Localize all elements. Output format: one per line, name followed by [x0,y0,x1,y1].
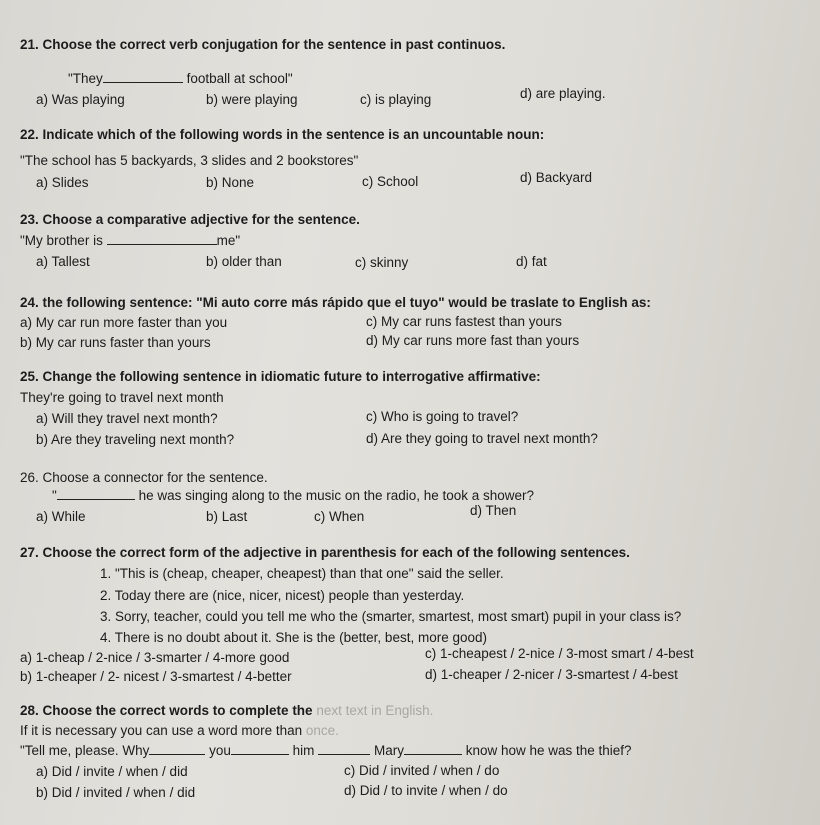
q26-option-c[interactable]: c) When [314,509,365,524]
q24-option-a[interactable]: a) My car run more faster than you [20,315,228,330]
q28-blank-2 [231,754,289,755]
q26-sentence-end: he was singing along to the music on the radio, he took a shower? [138,488,535,503]
q22-option-d[interactable]: d) Backyard [520,170,593,185]
q23-sentence [20,233,240,249]
q28-question [20,703,433,719]
q21-question: 21. Choose the correct verb conjugation for the sentence in past continuos. [20,37,506,52]
q28-note-start: If it is necessary you can use a word more than [20,723,303,738]
q23-option-a[interactable]: a) Tallest [36,254,90,269]
q26-blank [57,499,135,500]
q21-option-c[interactable]: c) is playing [360,92,432,107]
q28-question-start: 28. Choose the correct words to complete the [20,703,313,718]
q25-question: 25. Change the following sentence in idiomatic future to interrogative affirmative: [20,369,541,384]
q28-question-faint: next text in English. [316,703,434,718]
q28-blank-1 [149,754,205,755]
q27-item-4: 4. There is no doubt about it. She is the (better, best, more good) [100,630,487,645]
q24-question: 24. the following sentence: "Mi auto corre más rápido que el tuyo" would be traslate to English as: [20,295,651,310]
q27-item-3: 3. Sorry, teacher, could you tell me who the (smarter, smartest, most smart) pupil in your class is? [100,609,682,624]
q22-option-a[interactable]: a) Slides [36,175,89,190]
q25-sentence: They're going to travel next month [20,390,224,405]
q24-option-d[interactable]: d) My car runs more fast than yours [366,333,580,348]
q22-option-b[interactable]: b) None [206,175,255,190]
q25-option-d[interactable]: d) Are they going to travel next month? [366,431,598,446]
q23-option-d[interactable]: d) fat [516,254,547,269]
q23-blank [107,244,217,245]
q28-blank-3 [318,754,370,755]
q28-blank-4 [404,754,462,755]
q21-option-d[interactable]: d) are playing. [520,86,606,101]
q26-option-b[interactable]: b) Last [206,509,248,524]
q21-option-b[interactable]: b) were playing [206,92,298,107]
q25-option-a[interactable]: a) Will they travel next month? [36,411,218,426]
q27-option-d[interactable]: d) 1-cheaper / 2-nicer / 3-smartest / 4-best [425,667,678,682]
q24-option-c[interactable]: c) My car runs fastest than yours [366,314,562,329]
q27-item-2: 2. Today there are (nice, nicer, nicest) people than yesterday. [100,588,465,603]
q28-option-b[interactable]: b) Did / invited / when / did [36,785,196,800]
q27-option-a[interactable]: a) 1-cheap / 2-nice / 3-smarter / 4-more good [20,650,290,665]
q28-s3: him [292,743,315,758]
q28-sentence [20,743,632,759]
q26-option-a[interactable]: a) While [36,509,86,524]
q26-question: 26. Choose a connector for the sentence. [20,470,268,485]
q23-option-b[interactable]: b) older than [206,254,282,269]
q28-option-a[interactable]: a) Did / invite / when / did [36,764,188,779]
q28-option-d[interactable]: d) Did / to invite / when / do [344,783,508,798]
q27-question: 27. Choose the correct form of the adjective in parenthesis for each of the following sentences. [20,545,630,560]
q28-s2: you [209,743,231,758]
q28-s4: Mary [373,743,404,758]
q28-option-c[interactable]: c) Did / invited / when / do [344,763,500,778]
q26-option-d[interactable]: d) Then [470,503,517,518]
q28-s1: "Tell me, please. Why [20,743,150,758]
q21-blank [103,82,183,83]
q22-option-c[interactable]: c) School [362,174,419,189]
q27-item-1: 1. "This is (cheap, cheaper, cheapest) than that one" said the seller. [100,566,504,581]
q21-sentence-start: "They [68,71,103,86]
q23-sentence-end: me" [216,233,241,248]
q22-sentence: "The school has 5 backyards, 3 slides and 2 bookstores" [20,153,359,168]
q23-option-c[interactable]: c) skinny [355,255,409,270]
q28-note-faint: once. [305,723,339,738]
q26-sentence [52,488,534,504]
q23-question: 23. Choose a comparative adjective for the sentence. [20,212,360,227]
q27-option-c[interactable]: c) 1-cheapest / 2-nice / 3-most smart / 4-best [425,646,694,661]
q21-option-a[interactable]: a) Was playing [36,92,125,107]
q24-option-b[interactable]: b) My car runs faster than yours [20,335,211,350]
q22-question: 22. Indicate which of the following words in the sentence is an uncountable noun: [20,127,545,142]
q25-option-c[interactable]: c) Who is going to travel? [366,409,519,424]
q21-sentence-end: football at school" [186,71,293,86]
q23-sentence-start: "My brother is [20,233,103,248]
q21-sentence [68,71,293,87]
q28-note [20,723,339,739]
q26-sentence-start: " [52,488,57,503]
q28-s5: know how he was the thief? [465,743,632,758]
q27-option-b[interactable]: b) 1-cheaper / 2- nicest / 3-smartest / 4-better [20,669,292,684]
q25-option-b[interactable]: b) Are they traveling next month? [36,432,235,447]
